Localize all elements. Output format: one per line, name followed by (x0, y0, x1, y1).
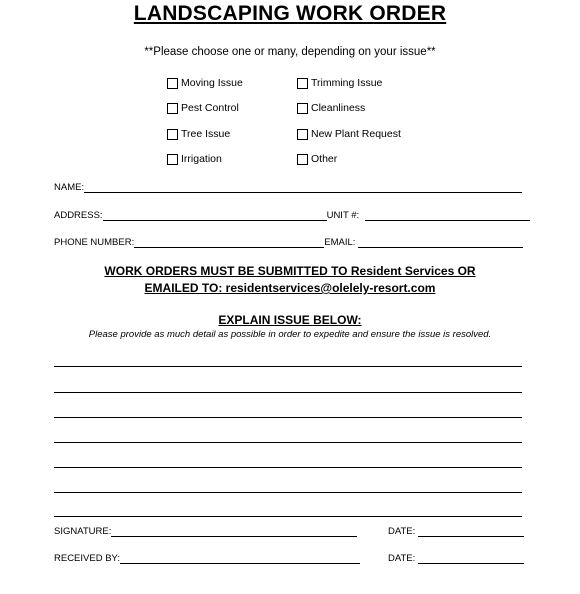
option-label: Irrigation (181, 153, 222, 165)
address-label: ADDRESS: (54, 210, 103, 221)
explain-line[interactable] (54, 516, 522, 517)
phone-label: PHONE NUMBER: (54, 237, 135, 248)
explain-line[interactable] (54, 442, 522, 443)
explain-line[interactable] (54, 467, 522, 468)
checkbox[interactable] (297, 78, 308, 89)
checkbox[interactable] (167, 78, 178, 89)
checkbox[interactable] (167, 103, 178, 114)
checkbox[interactable] (167, 129, 178, 140)
option-moving-issue[interactable] (167, 77, 243, 89)
signature-date-row (388, 526, 524, 537)
option-pest-control[interactable] (167, 102, 239, 114)
email-input-line[interactable] (358, 237, 523, 248)
address-field-row (54, 210, 530, 221)
explain-line[interactable] (54, 417, 522, 418)
checkbox[interactable] (167, 154, 178, 165)
unit-label: UNIT #: (326, 210, 360, 221)
option-new-plant-request[interactable] (297, 128, 401, 140)
date-input-line[interactable] (418, 526, 524, 537)
received-by-input-line[interactable] (120, 553, 360, 564)
signature-label: SIGNATURE: (54, 526, 112, 537)
option-label: Other (311, 153, 338, 165)
option-cleanliness[interactable] (297, 102, 365, 114)
explain-line[interactable] (54, 492, 522, 493)
option-label: Tree Issue (181, 128, 231, 140)
selection-instruction: **Please choose one or many, depending on your issue** (144, 46, 436, 58)
option-trimming-issue[interactable] (297, 77, 382, 89)
option-label: Trimming Issue (311, 77, 383, 89)
name-field-row (54, 182, 522, 193)
phone-input-line[interactable] (134, 237, 324, 248)
name-input-line[interactable] (84, 182, 522, 193)
explain-line[interactable] (54, 392, 522, 393)
option-tree-issue[interactable] (167, 128, 230, 140)
form-title: LANDSCAPING WORK ORDER (133, 2, 447, 25)
explain-line[interactable] (54, 366, 522, 367)
date-label: DATE: (388, 526, 416, 537)
checkbox[interactable] (297, 129, 308, 140)
explain-heading: EXPLAIN ISSUE BELOW: (218, 313, 362, 327)
address-input-line[interactable] (103, 210, 327, 221)
signature-input-line[interactable] (111, 526, 357, 537)
received-by-field-row (54, 553, 360, 564)
date-input-line[interactable] (418, 553, 524, 564)
option-irrigation[interactable] (167, 153, 222, 165)
email-label: EMAIL: (324, 237, 356, 248)
option-label: New Plant Request (311, 128, 401, 140)
checkbox[interactable] (297, 154, 308, 165)
unit-input-line[interactable] (365, 210, 530, 221)
received-by-label: RECEIVED BY: (54, 553, 120, 564)
received-date-row (388, 553, 524, 564)
option-other[interactable] (297, 153, 337, 165)
signature-field-row (54, 526, 357, 537)
phone-field-row (54, 237, 523, 248)
explain-instruction: Please provide as much detail as possible in order to expedite and ensure the issue is resolved. (88, 329, 492, 340)
submission-notice-line1: WORK ORDERS MUST BE SUBMITTED TO Resident Services OR (104, 264, 476, 278)
checkbox[interactable] (297, 103, 308, 114)
submission-notice-line2: EMAILED TO: residentservices@olelely-resort.com (144, 281, 436, 295)
date-label: DATE: (388, 553, 416, 564)
option-label: Cleanliness (311, 102, 366, 114)
name-label: NAME: (54, 182, 85, 193)
option-label: Pest Control (181, 102, 239, 114)
option-label: Moving Issue (181, 77, 243, 89)
